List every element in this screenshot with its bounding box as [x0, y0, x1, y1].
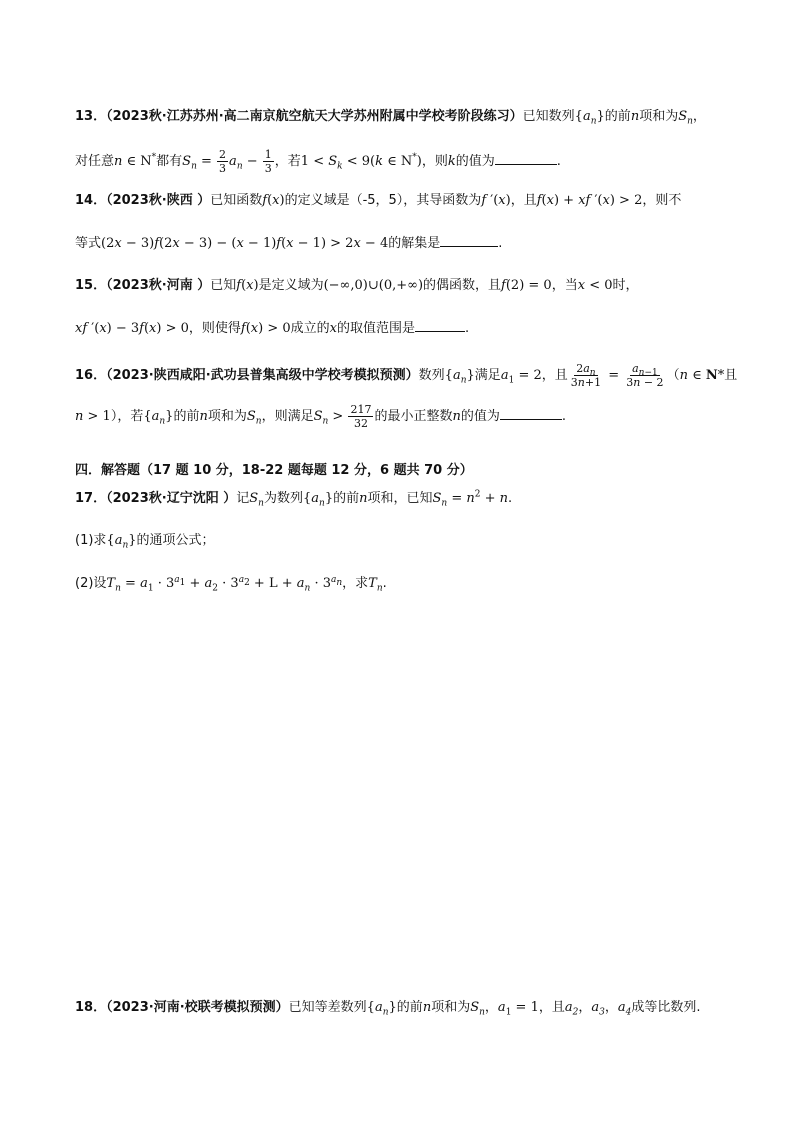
q16-source: （2023·陕西咸阳·武功县普集高级中学校考模拟预测）	[106, 368, 419, 383]
q14-line-1: 14．（2023秋·陕西 ）已知函数f(x)的定义域是（-5，5），其导函数为f ′(x)，且f(x) + xf ′(x) > 2，则不	[75, 193, 682, 208]
q14-source: （2023秋·陕西 ）	[106, 193, 211, 208]
q14-condition: f(x) + xf ′(x) > 2	[536, 193, 643, 208]
q15-source: （2023秋·河南 ）	[106, 278, 211, 293]
q16-line-2: n > 1），若$\{a_n\}$的前n项和为$S_n$，则满足$S_n$ > $\frac{217}{32}$ 的最小正整数n的值为 .	[75, 403, 566, 430]
q17-line-1: 17．（2023秋·辽宁沈阳 ）记$S_n$为数列$\{a_n\}$的前n项和，已知$S_n = n^2 + n$.	[75, 489, 513, 509]
q15-line-2: xf ′(x) − 3f(x) > 0，则使得f(x) > 0成立的x的取值范围是 .	[75, 318, 469, 338]
section-heading: 四．解答题（17 题 10 分，18-22 题每题 12 分，6 题共 70 分）	[75, 463, 473, 478]
q14-answer-blank[interactable]	[440, 233, 498, 247]
q13-line-1: 13．（2023秋·江苏苏州·高二南京航空航天大学苏州附属中学校考阶段练习）已知数列$\{a_n\}$的前n项和为$S_n$，	[75, 109, 706, 127]
q16-frac-bound: $\frac{217}{32}$	[350, 403, 372, 430]
q13-line-2: 对任意n ∈ N*都有$S_n$ = $\frac{2}{3}$ $a_n$ − $\frac{1}{3}$ ，若$1 < S_k < 9(k$ ∈ N*)，则k的值为 .	[75, 148, 561, 175]
q17-source: （2023秋·辽宁沈阳 ）	[106, 491, 237, 506]
q13-formula-sk: $1 < S_k < 9(k$ ∈ N*)	[300, 152, 422, 172]
q16-line-1: 16．（2023·陕西咸阳·武功县普集高级中学校考模拟预测）数列$\{a_n\}$满足$a_1 = 2$，且 $\frac{2a_n}{3n+1}$ = $\frac{a_{n-1}}{3n - 2}$ （n ∈ N*且	[75, 362, 738, 389]
q13-source: （2023秋·江苏苏州·高二南京航空航天大学苏州附属中学校考阶段练习）	[106, 109, 523, 124]
q14-line-2: 等式(2x − 3)f(2x − 3) − (x − 1)f(x − 1) > 2x − 4的解集是 .	[75, 233, 502, 253]
q15-line-1: 15．（2023秋·河南 ）已知f(x)是定义域为(−∞,0)∪(0,+∞)的偶函数，且f(2) = 0，当x < 0时，	[75, 278, 639, 293]
q14-number: 14．	[75, 193, 107, 208]
q14-inequality: (2x − 3)f(2x − 3) − (x − 1)f(x − 1) > 2x − 4	[101, 236, 389, 251]
q15-number: 15．	[75, 278, 107, 293]
q13-seq-an: $\{a_n\}$	[574, 109, 605, 127]
q16-frac-left: $\frac{2a_n}{3n+1}$	[570, 362, 602, 389]
q13-number: 13．	[75, 109, 107, 124]
q15-answer-blank[interactable]	[415, 318, 465, 332]
q13-formula-sn: $S_n$ =	[182, 154, 217, 172]
q16-frac-right: $\frac{a_{n-1}}{3n - 2}$	[626, 362, 664, 389]
q17-part-2: (2)设$T_n = a_1 \cdot 3^{a_1} + a_2 \cdot 3^{a_2} + L + a_n \cdot 3^{a_n}$，求$T_n$.	[75, 574, 387, 594]
q15-condition: xf ′(x) − 3f(x) > 0	[75, 321, 189, 336]
q18-line-1: 18．（2023·河南·校联考模拟预测）已知等差数列$\{a_n\}$的前n项和为$S_n$，$a_1 = 1$，且$a_2$，$a_3$，$a_4$成等比数列.	[75, 1000, 701, 1018]
q13-answer-blank[interactable]	[495, 151, 557, 165]
q17-part-1: (1)求$\{a_n\}$的通项公式；	[75, 533, 215, 551]
q15-domain: (−∞,0)∪(0,+∞)	[323, 278, 424, 293]
q17-sn-formula: $S_n = n^2 + n$	[432, 489, 509, 509]
q16-answer-blank[interactable]	[500, 406, 562, 420]
q18-number: 18．	[75, 1000, 107, 1015]
q18-source: （2023·河南·校联考模拟预测）	[106, 1000, 289, 1015]
q17-number: 17．	[75, 491, 107, 506]
q13-formula-n: n ∈ N*	[114, 152, 157, 169]
q17-tn-formula: $T_n = a_1 \cdot 3^{a_1} + a_2 \cdot 3^{a_2} + L + a_n \cdot 3^{a_n}$	[106, 574, 343, 594]
q16-number: 16．	[75, 368, 107, 383]
